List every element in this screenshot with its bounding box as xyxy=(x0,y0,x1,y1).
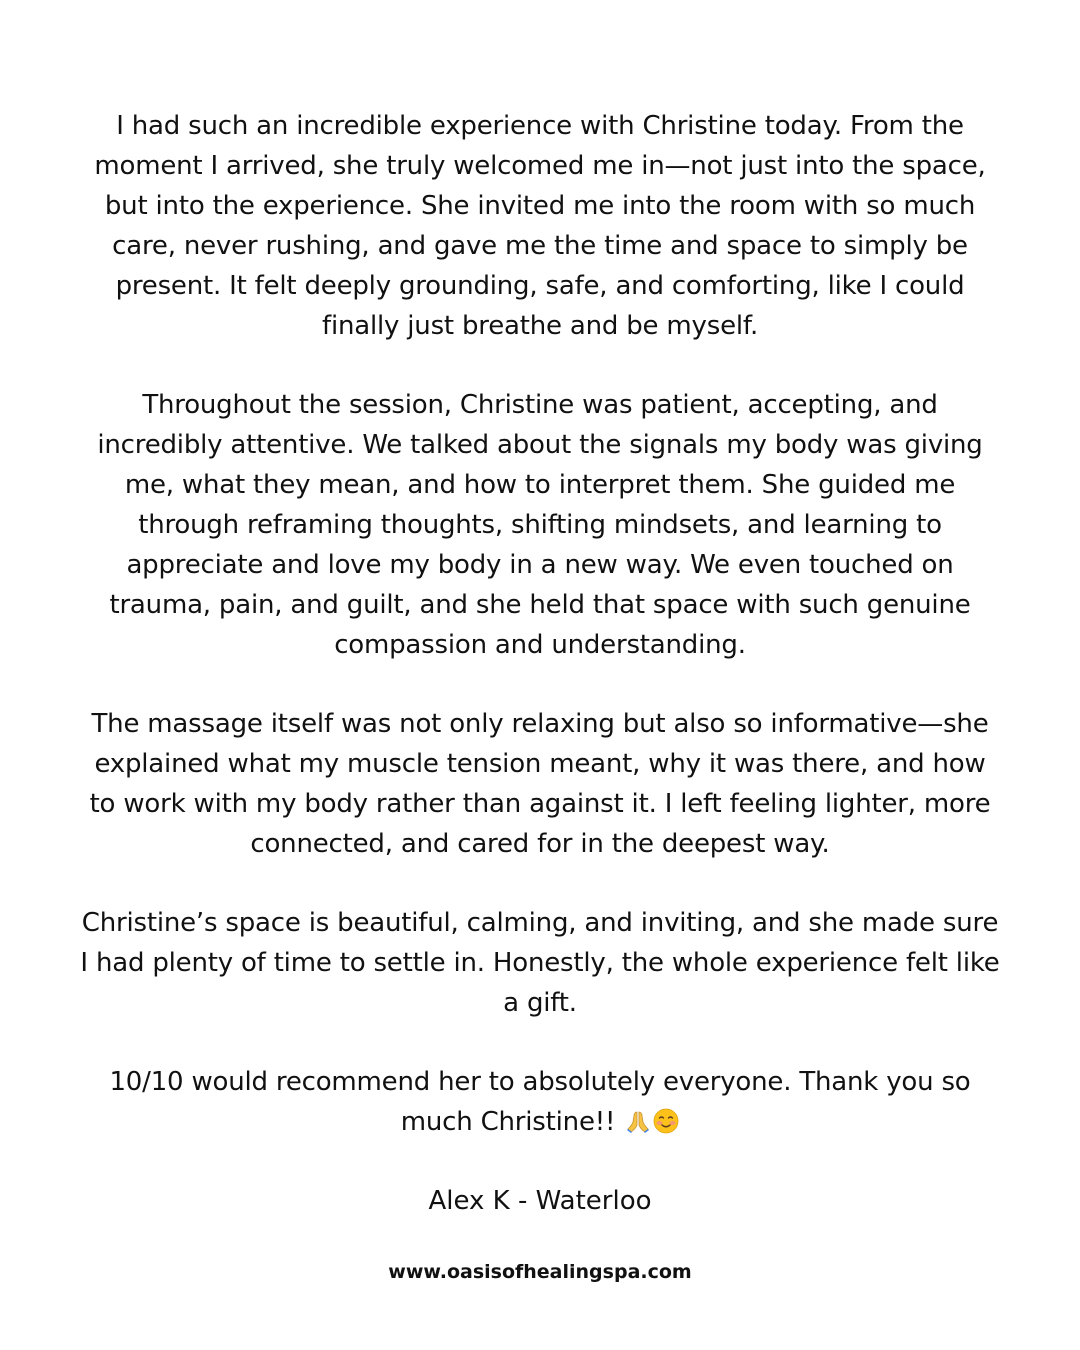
review-paragraph-1: I had such an incredible experience with Christine today. From the moment I arrived, she truly welcomed me in—not just into the space, but into the experience. She invited me into the room with so much care, never rushing, and gave me the time and space to simply be present. It felt deeply grounding, safe, and comforting, like I could finally just breathe and be myself. xyxy=(94,111,986,341)
folded-hands-icon xyxy=(625,1106,651,1132)
smiling-face-with-blush-icon xyxy=(653,1106,679,1132)
review-paragraph-3: The massage itself was not only relaxing but also so informative—she explained what my muscle tension meant, why it was there, and how to work with my body rather than against it. I left feeling lighter, more connected, and cared for in the deepest way. xyxy=(89,709,991,859)
review-body xyxy=(80,106,1000,1221)
review-closing-text: 10/10 would recommend her to absolutely everyone. Thank you so much Christine!! xyxy=(109,1067,971,1137)
review-paragraph-4: Christine’s space is beautiful, calming, and inviting, and she made sure I had plenty of time to settle in. Honestly, the whole experience felt like a gift. xyxy=(80,908,1000,1018)
review-paragraph-2: Throughout the session, Christine was patient, accepting, and incredibly attentive. We talked about the signals my body was giving me, what they mean, and how to interpret them. She guided me through reframing thoughts, shifting mindsets, and learning to appreciate and love my body in a new way. We even touched on trauma, pain, and guilt, and she held that space with such genuine compassion and understanding. xyxy=(97,390,983,660)
website-link[interactable]: www.oasisofhealingspa.com xyxy=(388,1261,692,1283)
review-paragraph-5 xyxy=(80,1062,1000,1142)
review-signature: Alex K - Waterloo xyxy=(428,1186,652,1216)
